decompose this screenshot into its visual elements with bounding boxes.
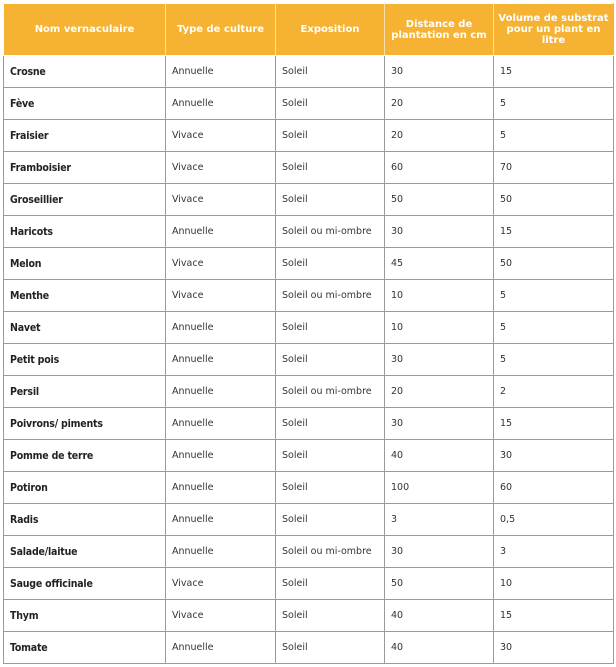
cell-substrate-volume: 30 — [494, 440, 614, 472]
cell-common-name: Fève — [4, 88, 166, 120]
cell-crop-type: Vivace — [166, 568, 276, 600]
cell-substrate-volume: 50 — [494, 184, 614, 216]
cell-substrate-volume: 15 — [494, 216, 614, 248]
table-row — [4, 312, 614, 344]
cell-exposure: Soleil — [276, 568, 385, 600]
cell-crop-type: Annuelle — [166, 88, 276, 120]
header-exposure: Exposition — [276, 4, 385, 56]
cell-common-name: Thym — [4, 600, 166, 632]
cell-exposure: Soleil — [276, 440, 385, 472]
cell-exposure: Soleil — [276, 248, 385, 280]
table-row — [4, 376, 614, 408]
cell-exposure: Soleil — [276, 344, 385, 376]
cell-crop-type: Annuelle — [166, 632, 276, 664]
cell-substrate-volume: 50 — [494, 248, 614, 280]
table-row — [4, 536, 614, 568]
table-row — [4, 280, 614, 312]
cell-planting-distance: 100 — [385, 472, 494, 504]
plants-table — [3, 3, 614, 664]
cell-crop-type: Vivace — [166, 184, 276, 216]
cell-planting-distance: 30 — [385, 344, 494, 376]
cell-common-name: Potiron — [4, 472, 166, 504]
cell-substrate-volume: 5 — [494, 280, 614, 312]
cell-crop-type: Annuelle — [166, 56, 276, 88]
cell-planting-distance: 45 — [385, 248, 494, 280]
table-row — [4, 120, 614, 152]
cell-planting-distance: 30 — [385, 216, 494, 248]
cell-planting-distance: 10 — [385, 280, 494, 312]
cell-crop-type: Annuelle — [166, 216, 276, 248]
cell-exposure: Soleil ou mi-ombre — [276, 216, 385, 248]
cell-substrate-volume: 5 — [494, 344, 614, 376]
cell-crop-type: Annuelle — [166, 504, 276, 536]
table-body — [4, 56, 614, 664]
cell-exposure: Soleil ou mi-ombre — [276, 376, 385, 408]
table-row — [4, 248, 614, 280]
cell-planting-distance: 30 — [385, 408, 494, 440]
cell-common-name: Haricots — [4, 216, 166, 248]
cell-planting-distance: 30 — [385, 56, 494, 88]
cell-crop-type: Vivace — [166, 600, 276, 632]
cell-exposure: Soleil — [276, 152, 385, 184]
table-row — [4, 440, 614, 472]
cell-planting-distance: 50 — [385, 568, 494, 600]
cell-substrate-volume: 2 — [494, 376, 614, 408]
cell-crop-type: Vivace — [166, 120, 276, 152]
cell-substrate-volume: 5 — [494, 312, 614, 344]
table-row — [4, 216, 614, 248]
cell-crop-type: Annuelle — [166, 312, 276, 344]
cell-planting-distance: 20 — [385, 120, 494, 152]
cell-planting-distance: 40 — [385, 632, 494, 664]
cell-planting-distance: 20 — [385, 88, 494, 120]
cell-substrate-volume: 15 — [494, 56, 614, 88]
cell-crop-type: Annuelle — [166, 440, 276, 472]
cell-planting-distance: 10 — [385, 312, 494, 344]
cell-exposure: Soleil — [276, 472, 385, 504]
header-planting-distance: Distance de plantation en cm — [385, 4, 494, 56]
table-row — [4, 408, 614, 440]
cell-exposure: Soleil — [276, 600, 385, 632]
table-row — [4, 184, 614, 216]
cell-crop-type: Vivace — [166, 152, 276, 184]
table-row — [4, 504, 614, 536]
cell-exposure: Soleil — [276, 632, 385, 664]
cell-exposure: Soleil — [276, 312, 385, 344]
cell-crop-type: Annuelle — [166, 408, 276, 440]
table-row — [4, 152, 614, 184]
cell-exposure: Soleil — [276, 408, 385, 440]
cell-common-name: Poivrons/ piments — [4, 408, 166, 440]
cell-common-name: Radis — [4, 504, 166, 536]
cell-common-name: Sauge officinale — [4, 568, 166, 600]
cell-common-name: Salade/laitue — [4, 536, 166, 568]
cell-planting-distance: 30 — [385, 536, 494, 568]
cell-common-name: Crosne — [4, 56, 166, 88]
cell-substrate-volume: 0,5 — [494, 504, 614, 536]
cell-common-name: Melon — [4, 248, 166, 280]
cell-common-name: Groseillier — [4, 184, 166, 216]
table-row — [4, 632, 614, 664]
cell-substrate-volume: 10 — [494, 568, 614, 600]
cell-substrate-volume: 15 — [494, 408, 614, 440]
cell-substrate-volume: 30 — [494, 632, 614, 664]
cell-planting-distance: 20 — [385, 376, 494, 408]
cell-exposure: Soleil — [276, 120, 385, 152]
cell-common-name: Tomate — [4, 632, 166, 664]
cell-planting-distance: 3 — [385, 504, 494, 536]
cell-crop-type: Vivace — [166, 280, 276, 312]
cell-crop-type: Annuelle — [166, 344, 276, 376]
cell-substrate-volume: 3 — [494, 536, 614, 568]
table-row — [4, 568, 614, 600]
cell-common-name: Menthe — [4, 280, 166, 312]
table-row — [4, 600, 614, 632]
header-common-name: Nom vernaculaire — [4, 4, 166, 56]
cell-substrate-volume: 5 — [494, 88, 614, 120]
table-header — [4, 4, 614, 56]
cell-common-name: Framboisier — [4, 152, 166, 184]
cell-exposure: Soleil — [276, 504, 385, 536]
cell-common-name: Persil — [4, 376, 166, 408]
cell-common-name: Fraisier — [4, 120, 166, 152]
cell-planting-distance: 60 — [385, 152, 494, 184]
cell-planting-distance: 50 — [385, 184, 494, 216]
cell-planting-distance: 40 — [385, 600, 494, 632]
header-substrate-volume: Volume de substrat pour un plant en litre — [494, 4, 614, 56]
cell-exposure: Soleil — [276, 56, 385, 88]
cell-planting-distance: 40 — [385, 440, 494, 472]
cell-exposure: Soleil ou mi-ombre — [276, 536, 385, 568]
cell-crop-type: Annuelle — [166, 376, 276, 408]
cell-crop-type: Vivace — [166, 248, 276, 280]
cell-substrate-volume: 15 — [494, 600, 614, 632]
header-crop-type: Type de culture — [166, 4, 276, 56]
cell-substrate-volume: 5 — [494, 120, 614, 152]
table-row — [4, 344, 614, 376]
cell-crop-type: Annuelle — [166, 536, 276, 568]
table-row — [4, 88, 614, 120]
cell-common-name: Navet — [4, 312, 166, 344]
header-row — [4, 4, 614, 56]
table-row — [4, 56, 614, 88]
cell-crop-type: Annuelle — [166, 472, 276, 504]
cell-substrate-volume: 60 — [494, 472, 614, 504]
cell-substrate-volume: 70 — [494, 152, 614, 184]
cell-common-name: Pomme de terre — [4, 440, 166, 472]
cell-exposure: Soleil — [276, 88, 385, 120]
table-row — [4, 472, 614, 504]
cell-exposure: Soleil — [276, 184, 385, 216]
cell-common-name: Petit pois — [4, 344, 166, 376]
cell-exposure: Soleil ou mi-ombre — [276, 280, 385, 312]
